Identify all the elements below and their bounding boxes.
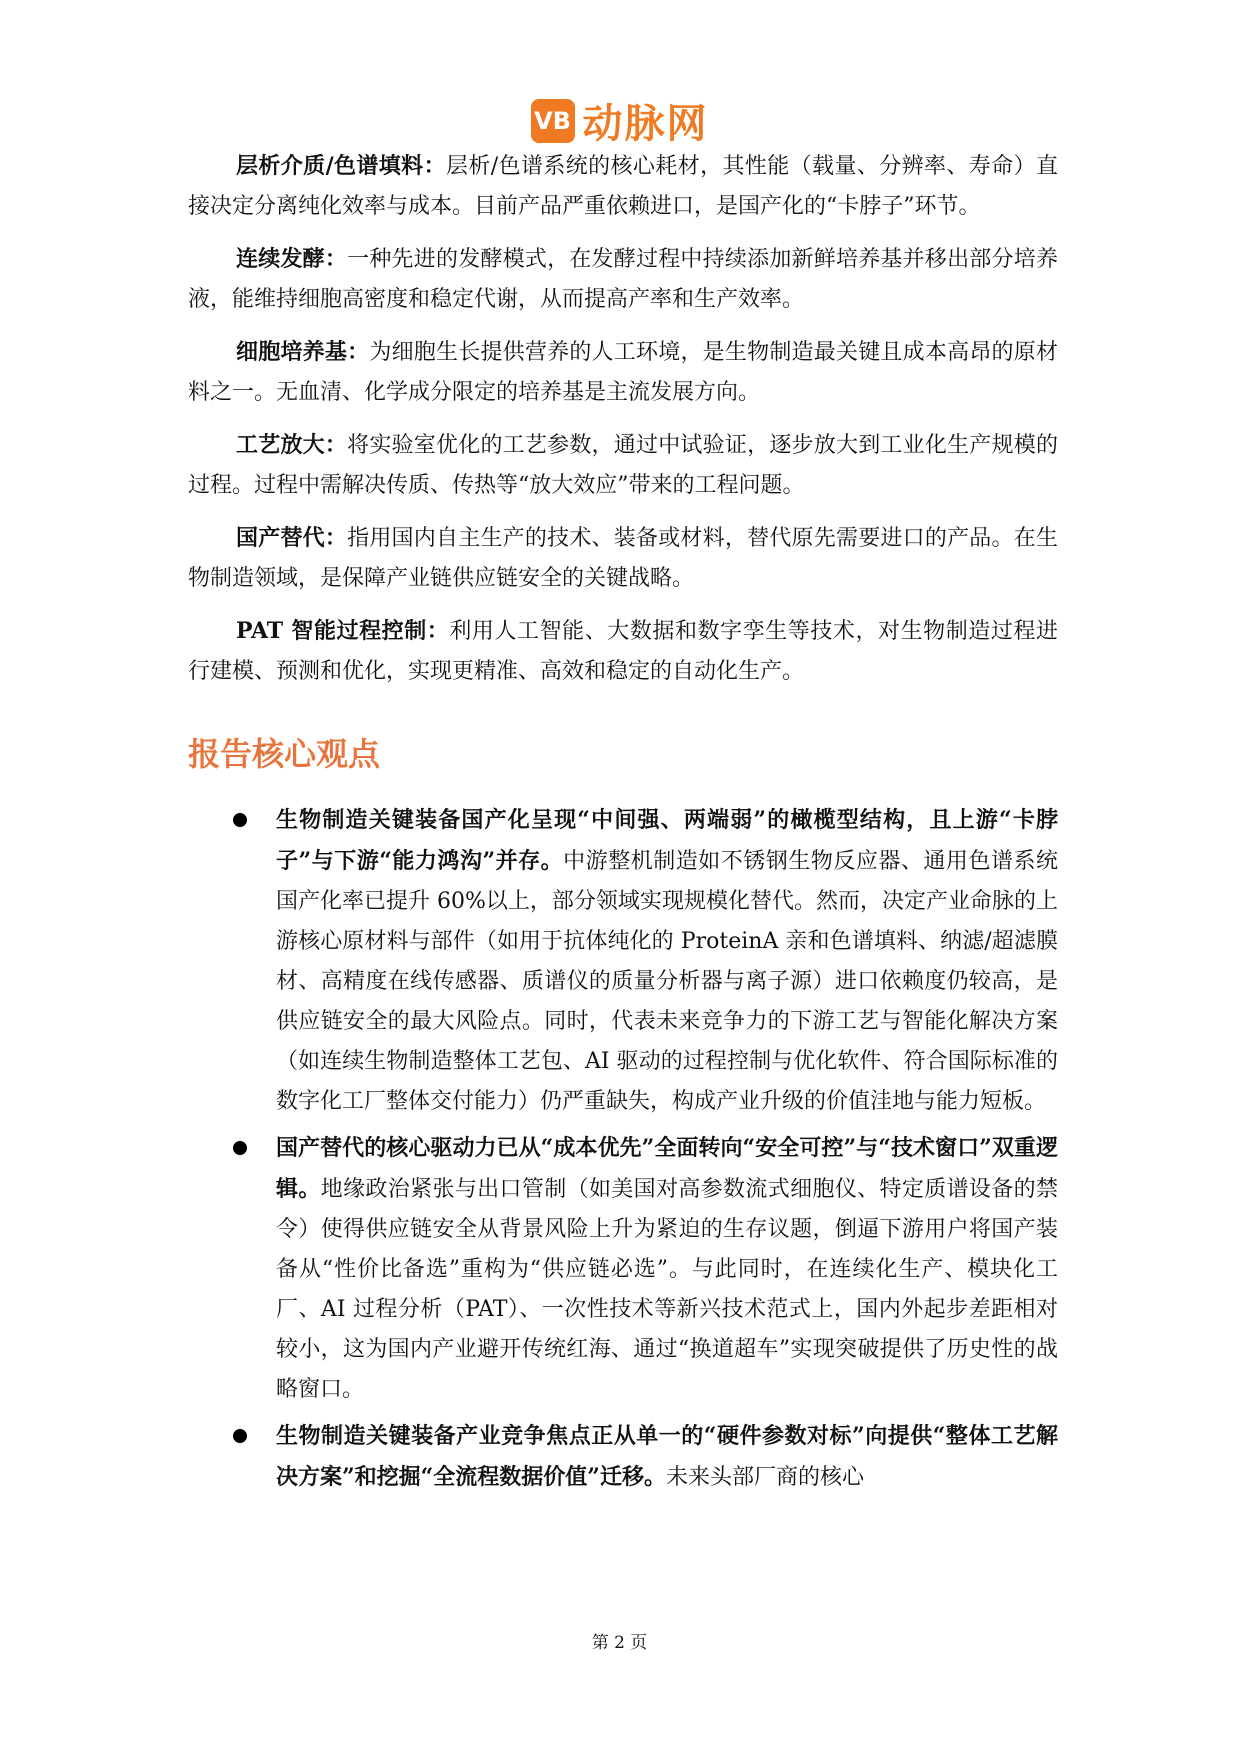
glossary-item: [188, 146, 1058, 227]
bullet-icon: [233, 1429, 247, 1443]
glossary-definition: 利用人工智能、大数据和数字孪生等技术，对生物制造过程进行建模、预测和优化，实现更精准、高效和稳定的自动化生产。: [188, 619, 1058, 684]
key-point-text: 地缘政治紧张与出口管制（如美国对高参数流式细胞仪、特定质谱设备的禁令）使得供应链安全从背景风险上升为紧迫的生存议题，倒逼下游用户将国产装备从“性价比备选”重构为“供应链必选”。与此同时，在连续化生产、模块化工厂、AI 过程分析（PAT）、一次性技术等新兴技术范式上，国内外起步差距相对较小，这为国内产业避开传统红海、通过“换道超车”实现突破提供了历史性的战略窗口。: [276, 1177, 1058, 1402]
glossary-term: 连续发酵：: [236, 246, 348, 272]
glossary-definition: 将实验室优化的工艺参数，通过中试验证，逐步放大到工业化生产规模的过程。过程中需解决传质、传热等“放大效应”带来的工程问题。: [188, 433, 1058, 498]
bullet-icon: [233, 813, 247, 827]
glossary-item: [188, 611, 1058, 692]
list-item: [188, 1128, 1058, 1410]
bullet-icon: [233, 1141, 247, 1155]
list-item: [188, 800, 1058, 1122]
section-title: 报告核心观点: [188, 735, 381, 773]
glossary-term: 工艺放大：: [236, 432, 348, 458]
brand-logo: [0, 92, 1239, 149]
key-point-heading: 生物制造关键装备产业竞争焦点正从单一的“硬件参数对标”向提供“整体工艺解决方案”和挖掘“全流程数据价值”迁移。: [276, 1423, 1058, 1490]
glossary-item: [188, 332, 1058, 413]
glossary-definition: 为细胞生长提供营养的人工环境，是生物制造最关键且成本高昂的原材料之一。无血清、化学成分限定的培养基是主流发展方向。: [188, 340, 1058, 405]
glossary-item: [188, 425, 1058, 506]
glossary-item: [188, 518, 1058, 599]
glossary-definition: 一种先进的发酵模式，在发酵过程中持续添加新鲜培养基并移出部分培养液，能维持细胞高密度和稳定代谢，从而提高产率和生产效率。: [188, 247, 1058, 312]
logo-mark-icon: VB: [531, 99, 575, 143]
page-number: 第 2 页: [591, 1633, 648, 1653]
key-points-list: [188, 800, 1058, 1498]
glossary-term: 层析介质/色谱填料：: [236, 153, 446, 179]
logo-text: 动脉网: [582, 101, 709, 147]
key-point-heading: 国产替代的核心驱动力已从“成本优先”全面转向“安全可控”与“技术窗口”双重逻辑。: [276, 1135, 1058, 1202]
key-point-text: 中游整机制造如不锈钢生物反应器、通用色谱系统国产化率已提升 60%以上，部分领域实现规模化替代。然而，决定产业命脉的上游核心原材料与部件（如用于抗体纯化的 ProteinA 亲和色谱填料、纳滤/超滤膜材、高精度在线传感器、质谱仪的质量分析器与离子源）进口依赖度仍较高，是供应链安全的最大风险点。同时，代表未来竞争力的下游工艺与智能化解决方案（如连续生物制造整体工艺包、AI 驱动的过程控制与优化软件、符合国际标准的数字化工厂整体交付能力）仍严重缺失，构成产业升级的价值洼地与能力短板。: [276, 849, 1058, 1114]
glossary-term: PAT 智能过程控制：: [236, 618, 450, 644]
glossary-term: 国产替代：: [236, 525, 348, 551]
document-body: [188, 146, 1058, 1504]
key-point-text: 未来头部厂商的核心: [665, 1465, 864, 1490]
glossary-definition: 指用国内自主生产的技术、装备或材料，替代原先需要进口的产品。在生物制造领域，是保障产业链供应链安全的关键战略。: [188, 526, 1058, 591]
key-point-heading: 生物制造关键装备国产化呈现“中间强、两端弱”的橄榄型结构，且上游“卡脖子”与下游“能力鸿沟”并存。: [276, 807, 1058, 874]
list-item: [188, 1416, 1058, 1498]
glossary-term: 细胞培养基：: [236, 339, 370, 365]
glossary-definition: 层析/色谱系统的核心耗材，其性能（载量、分辨率、寿命）直接决定分离纯化效率与成本。目前产品严重依赖进口，是国产化的“卡脖子”环节。: [188, 154, 1058, 219]
glossary-item: [188, 239, 1058, 320]
